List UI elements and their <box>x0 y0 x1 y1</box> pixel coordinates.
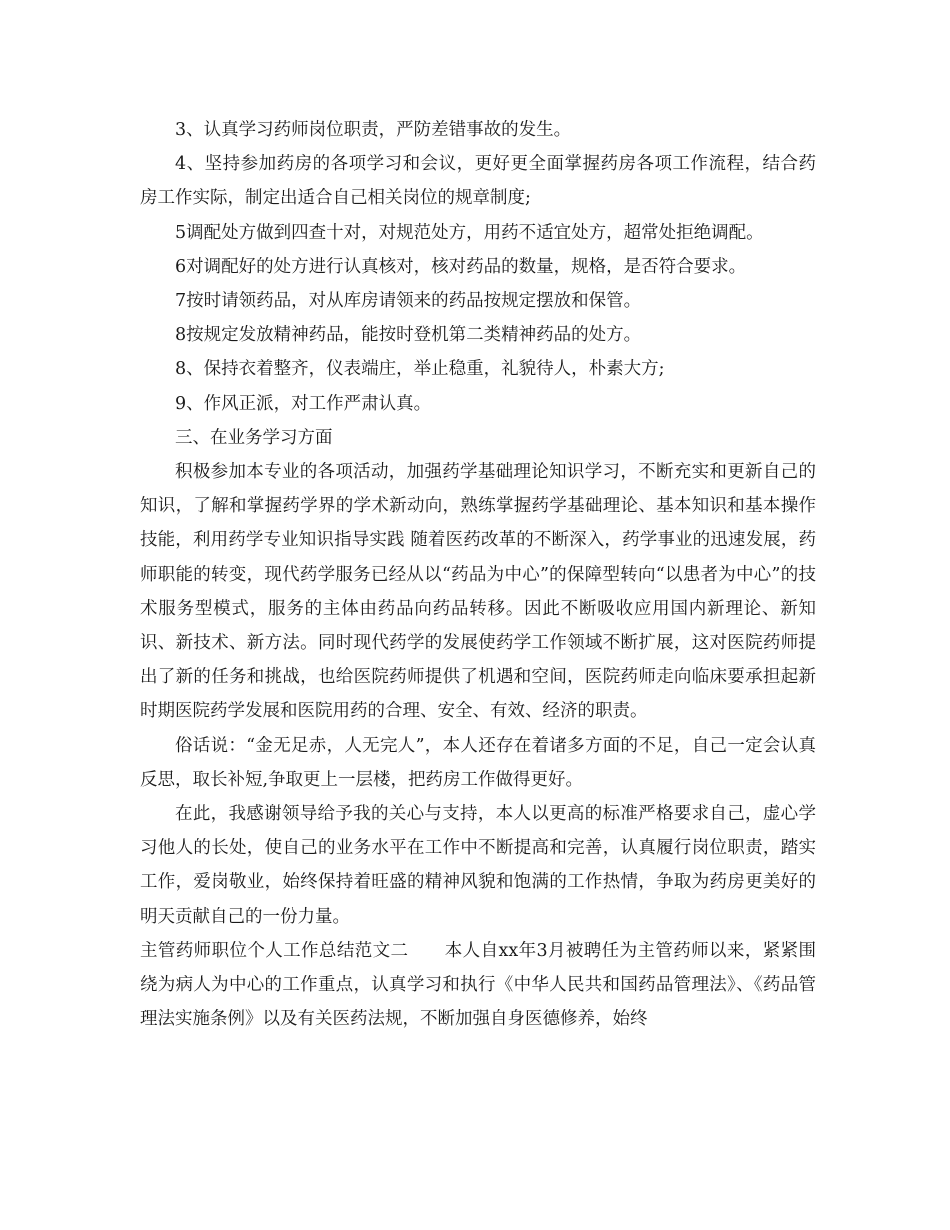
paragraph-duty-3: 3、认真学习药师岗位职责，严防差错事故的发生。 <box>175 120 572 140</box>
paragraph-study: 积极参加本专业的各项活动，加强药学基础理论知识学习，不断充实和更新自己的知识，了解和掌握药学界的学术新动向，熟练掌握药学基础理论、基本知识和基本操作技能，利用药学专业知识指导实践 随着医药改革的不断深入，药学事业的迅速发展，药师职能的转变，现代药学服务已经从以“药品为中心”的保障型转向“以患者为中心”的技术服务型模式，服务的主体由药品向药品转移。因此不断吸收应用国内新理论、新知识、新技术、新方法。同时现代药学的发展使药学工作领域不断扩展，这对医院药师提出了新的任务和挑战，也给医院药师提供了机遇和空间，医院药师走向临床要承担起新时期医院药学发展和医院用药的合理、安全、有效、经济的职责。 <box>140 462 816 722</box>
section-heading-study: 三、在业务学习方面 <box>175 427 333 448</box>
paragraph-duty-8a: 8按规定发放精神药品，能按时登机第二类精神药品的处方。 <box>175 325 642 346</box>
paragraph-thanks: 在此，我感谢领导给予我的关心与支持，本人以更高的标准严格要求自己，虚心学习他人的长处，使自己的业务水平在工作中不断提高和完善，认真履行岗位职责，踏实工作，爱岗敬业，始终保持着旺盛的精神风貌和饱满的工作热情，争取为药房更美好的明天贡献自己的一份力量。 <box>140 804 816 927</box>
paragraph-duty-9: 9、作风正派，对工作严肃认真。 <box>175 393 432 414</box>
section-two-text: 本人自xx年3月被聘任为主管药师以来，紧紧围绕为病人为中心的工作重点，认真学习和执行《中华人民共和国药品管理法》、《药品管理法实施条例》以及有关医药法规，不断加强自身医德修养，始终 <box>140 940 817 1030</box>
paragraph-duty-5: 5调配处方做到四查十对，对规范处方，用药不适宜处方，超常处拒绝调配。 <box>175 222 764 243</box>
paragraph-section-two <box>140 934 816 1037</box>
section-title: 主管药师职位个人工作总结范文二 <box>140 940 409 961</box>
document-body <box>140 113 816 1036</box>
paragraph-duty-4: 4、坚持参加药房的各项学习和会议，更好更全面掌握药房各项工作流程，结合药房工作实际，制定出适合自己相关岗位的规章制度; <box>140 154 816 209</box>
paragraph-proverb: 俗话说：“金无足赤，人无完人”，本人还存在着诸多方面的不足，自己一定会认真反思，取长补短,争取更上一层楼，把药房工作做得更好。 <box>140 735 816 790</box>
paragraph-duty-6: 6对调配好的处方进行认真核对，核对药品的数量，规格，是否符合要求。 <box>175 256 747 277</box>
paragraph-duty-8b: 8、保持衣着整齐，仪表端庄，举止稳重，礼貌待人，朴素大方; <box>175 359 665 380</box>
paragraph-duty-7: 7按时请领药品，对从库房请领来的药品按规定摆放和保管。 <box>175 291 642 312</box>
